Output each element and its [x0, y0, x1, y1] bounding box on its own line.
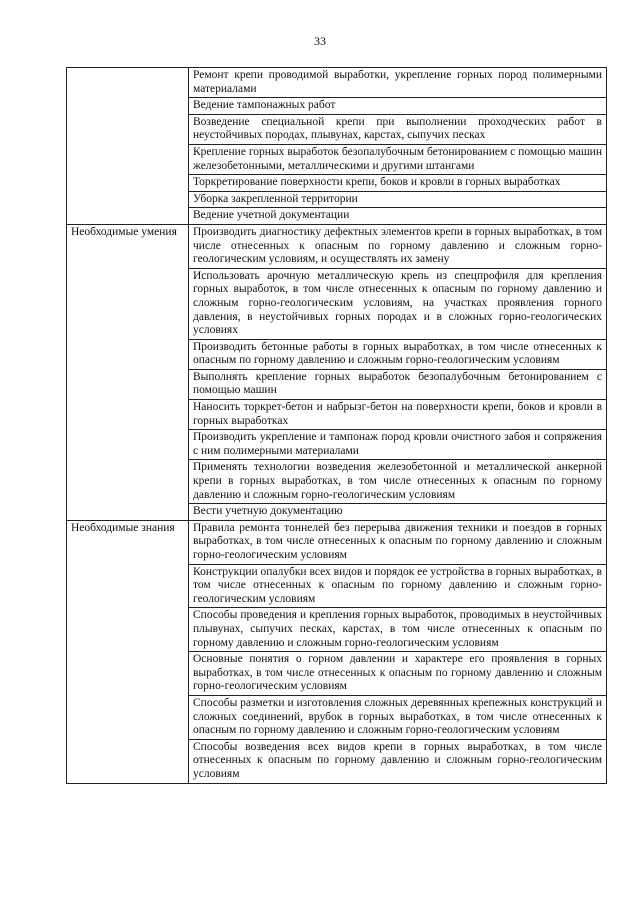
page-number: 33	[314, 34, 326, 48]
list-item: Уборка закрепленной территории	[189, 191, 607, 208]
list-item: Вести учетную документацию	[189, 504, 607, 521]
list-item: Основные понятия о горном давлении и характере его проявления в горных выработках, в том числе отнесенных к опасным по горному давлению и сложным горно-геологическим условиям	[189, 652, 607, 696]
list-item: Применять технологии возведения железобетонной и металлической анкерной крепи в горных выработках, в том числе отнесенных к опасным по горному давлению и сложным горно-геологическим условиям	[189, 460, 607, 504]
list-item: Торкретирование поверхности крепи, боков и кровли в горных выработках	[189, 175, 607, 192]
list-item: Способы разметки и изготовления сложных деревянных крепежных конструкций и сложных соединений, врубок в горных выработках, в том числе отнесенных к опасным по горному давлению и сложным горно-геологическим условиям	[189, 695, 607, 739]
list-item: Производить диагностику дефектных элементов крепи в горных выработках, в том числе отнесенных к опасным по горному давлению и сложным горно-геологическим условиям, и осуществлять их замену	[189, 224, 607, 268]
table-row	[67, 520, 607, 564]
list-item: Ведение учетной документации	[189, 208, 607, 225]
list-item: Способы возведения всех видов крепи в горных выработках, в том числе отнесенных к опасным по горному давлению и сложным горно-геологическим условиям	[189, 739, 607, 783]
table-row	[67, 68, 607, 98]
list-item: Использовать арочную металлическую крепь из спецпрофиля для крепления горных выработок, в том числе отнесенных к опасным по горному давлению и сложным горно-геологическим условиям, на участках проявления горного давления, в неустойчивых горных породах и в сложных горно-геологических условиях	[189, 268, 607, 339]
section-label-knowledge: Необходимые знания	[67, 520, 189, 783]
list-item: Правила ремонта тоннелей без перерыва движения техники и поездов в горных выработках, в том числе отнесенных к опасным по горному давлению и сложным горно-геологическим условиям	[189, 520, 607, 564]
list-item: Возведение специальной крепи при выполнении проходческих работ в неустойчивых породах, плывунах, карстах, сыпучих песках	[189, 114, 607, 144]
list-item: Способы проведения и крепления горных выработок, проводимых в неустойчивых плывунах, сыпучих песках, карстах, в том числе отнесенных к опасным по горному давлению и сложным горно-геологическим условиям	[189, 608, 607, 652]
list-item: Ведение тампонажных работ	[189, 98, 607, 115]
list-item: Выполнять крепление горных выработок безопалубочным бетонированием с помощью машин	[189, 369, 607, 399]
competency-table	[66, 67, 607, 784]
list-item: Производить бетонные работы в горных выработках, в том числе отнесенных к опасным по горному давлению и сложным горно-геологическим условиям	[189, 339, 607, 369]
list-item: Крепление горных выработок безопалубочным бетонированием с помощью машин железобетонными, металлическими и другими штангами	[189, 144, 607, 174]
list-item: Ремонт крепи проводимой выработки, укрепление горных пород полимерными материалами	[189, 68, 607, 98]
list-item: Конструкции опалубки всех видов и порядок ее устройства в горных выработках, в том числе отнесенных к опасным по горному давлению и сложным горно-геологическим условиям	[189, 564, 607, 608]
table-row	[67, 224, 607, 268]
section-label-skills: Необходимые умения	[67, 224, 189, 520]
list-item: Наносить торкрет-бетон и набрызг-бетон на поверхности крепи, боков и кровли в горных выработках	[189, 400, 607, 430]
section-label	[67, 68, 189, 225]
list-item: Производить укрепление и тампонаж пород кровли очистного забоя и сопряжения с ним полимерными материалами	[189, 430, 607, 460]
